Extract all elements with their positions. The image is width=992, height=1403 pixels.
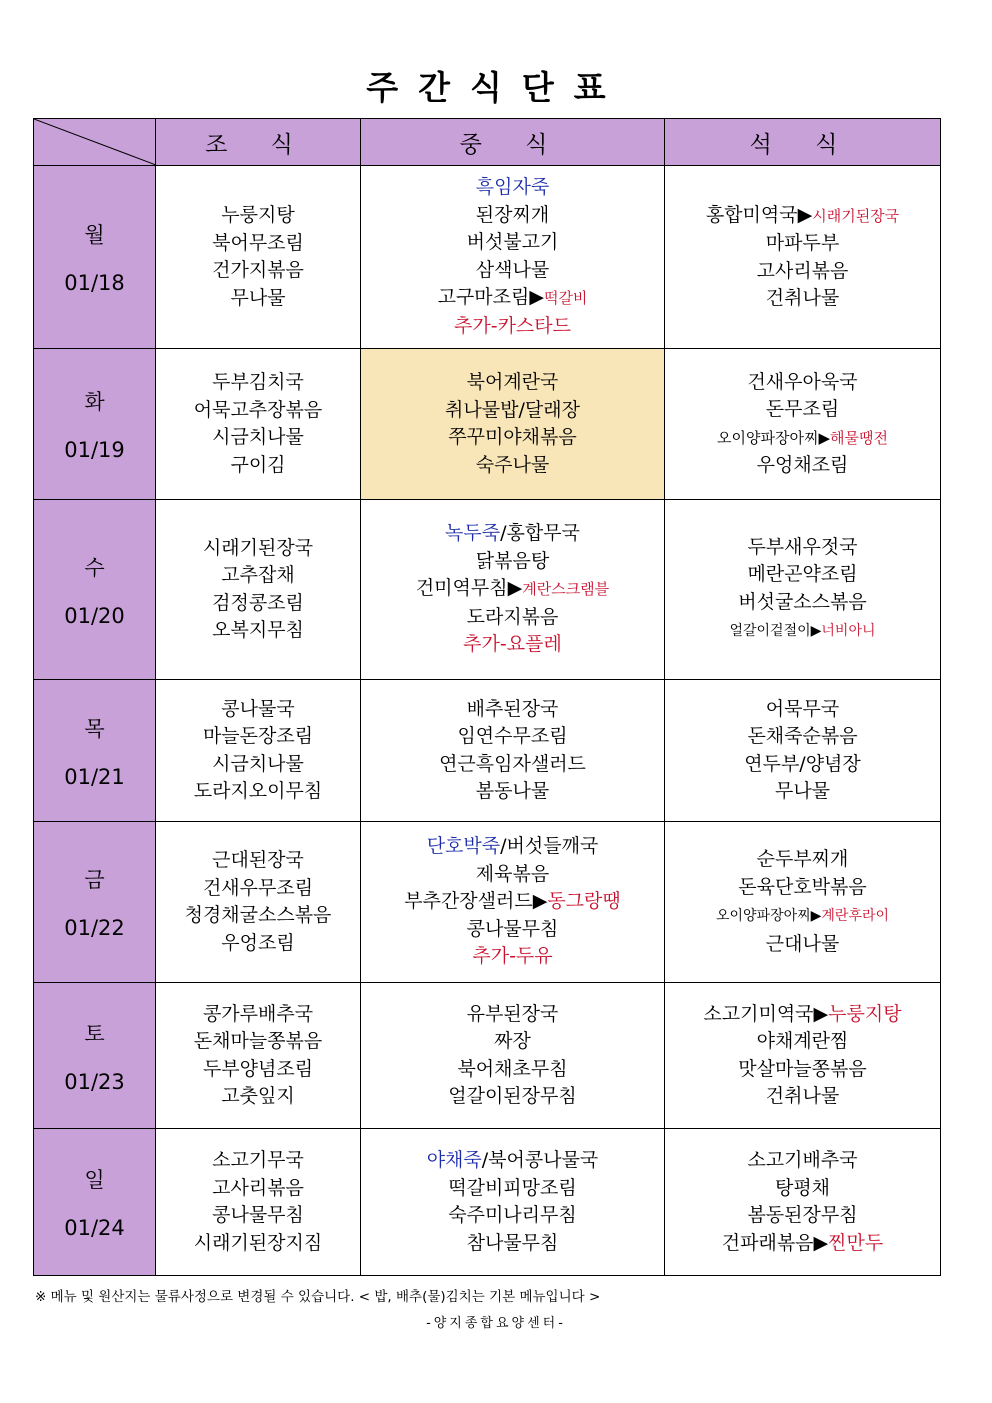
- menu-item-text: 오이양파장아찌▶: [715, 908, 822, 924]
- menu-item-text: 숙주미나리무침: [448, 1204, 577, 1226]
- menu-item: [156, 452, 360, 480]
- menu-item-text: 숙주나물: [475, 453, 550, 476]
- menu-item-text: 추가-두유: [472, 945, 553, 968]
- menu-item: [361, 1056, 664, 1084]
- menu-item-text: 봄동된장무침: [747, 1204, 858, 1226]
- menu-item-text: 도라지오이무침: [193, 780, 323, 802]
- menu-item-text: 쭈꾸미야채볶음: [448, 426, 577, 448]
- menu-item: [665, 616, 940, 646]
- menu-item-text: 콩나물무침: [212, 1204, 304, 1226]
- menu-item: [361, 943, 664, 971]
- lunch-cell: [361, 500, 665, 680]
- header-lunch: 중 식: [361, 119, 665, 166]
- menu-item-text: 청경채굴소스볶음: [184, 904, 332, 926]
- menu-item: [361, 369, 664, 397]
- breakfast-cell: [156, 822, 361, 983]
- menu-item: [156, 257, 360, 285]
- menu-item-text: 연두부/양념장: [744, 752, 861, 775]
- menu-item-text: 연근흑임자샐러드: [439, 752, 586, 775]
- menu-item: [156, 875, 360, 903]
- menu-item-text: 콩나물무침: [466, 917, 559, 940]
- day-name: 금: [84, 868, 105, 892]
- menu-item-text: 삼색나물: [475, 258, 550, 281]
- menu-item-text: 단호박죽: [426, 835, 501, 858]
- day-cell: [34, 500, 156, 680]
- menu-item-text: 두부양념조림: [202, 1057, 314, 1080]
- menu-item: [361, 696, 664, 724]
- day-row: [34, 349, 941, 500]
- menu-item: [156, 285, 360, 313]
- menu-item-text: 해물땡전: [830, 428, 888, 447]
- menu-item-text: 계란후라이: [821, 908, 890, 924]
- menu-item: [361, 520, 664, 548]
- menu-item: [361, 397, 664, 425]
- menu-item: [665, 1056, 940, 1084]
- day-name: 토: [84, 1021, 105, 1046]
- menu-item: [156, 617, 360, 645]
- menu-item: [665, 424, 940, 453]
- menu-item-text: 시래기된장지짐: [193, 1231, 323, 1254]
- menu-item-text: 추가-요플레: [463, 633, 562, 656]
- menu-item-text: 유부된장국: [466, 1002, 559, 1025]
- menu-item: [361, 723, 664, 751]
- menu-item: [665, 1001, 940, 1029]
- menu-item: [361, 1230, 664, 1258]
- menu-item-text: 누룽지탕: [221, 204, 295, 226]
- day-date: 01/19: [64, 438, 125, 462]
- menu-item: [156, 397, 360, 425]
- menu-item: [361, 229, 664, 257]
- menu-item-text: 마늘돈장조림: [202, 725, 314, 747]
- menu-item-text: 배추된장국: [466, 697, 559, 720]
- menu-item-text: 건새우아욱국: [747, 370, 858, 393]
- menu-item-text: 흑임자죽: [475, 176, 550, 198]
- menu-item: [156, 369, 360, 397]
- menu-item: [156, 562, 360, 590]
- menu-item-text: 두부김치국: [212, 371, 304, 393]
- menu-item: [665, 1083, 940, 1111]
- menu-item-text: 임연수무조림: [457, 725, 568, 747]
- menu-item-text: 얼갈이된장무침: [448, 1085, 577, 1107]
- corner-cell: [34, 119, 156, 166]
- menu-item-text: 고추잡채: [221, 564, 295, 586]
- day-cell: [34, 680, 156, 822]
- menu-item: [156, 847, 360, 875]
- menu-item: [156, 1175, 360, 1203]
- menu-item-text: 된장찌개: [475, 203, 550, 226]
- menu-item: [665, 723, 940, 751]
- menu-item: [361, 202, 664, 230]
- breakfast-cell: [156, 166, 361, 349]
- menu-item: [665, 1230, 940, 1258]
- menu-item: [665, 534, 940, 562]
- day-cell: [34, 349, 156, 500]
- lunch-cell: [361, 1129, 665, 1276]
- menu-item-text: 근대나물: [765, 932, 840, 955]
- day-cell: [34, 983, 156, 1129]
- menu-item: [361, 1147, 664, 1175]
- menu-item-text: 건파래볶음▶: [721, 1231, 829, 1254]
- menu-item-text: 건취나물: [765, 287, 840, 309]
- menu-item: [361, 1028, 664, 1056]
- menu-item-text: 건취나물: [765, 1085, 840, 1107]
- lunch-cell: [361, 349, 665, 500]
- menu-item-text: 참나물무침: [466, 1231, 559, 1254]
- menu-item-text: 떡갈비: [543, 289, 588, 307]
- menu-item-text: 닭볶음탕: [475, 549, 550, 572]
- menu-item: [361, 1001, 664, 1029]
- menu-item: [156, 535, 360, 563]
- dinner-cell: [665, 1129, 941, 1276]
- menu-item: [361, 452, 664, 480]
- menu-item: [361, 174, 664, 202]
- page-title: 주간식단표: [366, 68, 626, 107]
- menu-item: [361, 548, 664, 576]
- menu-item: [665, 751, 940, 779]
- menu-item: [665, 846, 940, 874]
- day-date: 01/24: [64, 1216, 125, 1240]
- day-row: [34, 166, 941, 349]
- menu-item: [156, 424, 360, 452]
- menu-item-text: 무나물: [774, 780, 831, 802]
- menu-item: [156, 1202, 360, 1230]
- menu-item-text: 우엉조림: [221, 931, 295, 954]
- menu-item-text: 오이양파장아찌▶: [717, 428, 830, 447]
- menu-item: [665, 1202, 940, 1230]
- menu-item-text: 맛살마늘쫑볶음: [738, 1057, 867, 1080]
- day-row: [34, 822, 941, 983]
- lunch-cell: [361, 680, 665, 822]
- menu-item-text: 콩가루배추국: [202, 1002, 314, 1025]
- breakfast-cell: [156, 680, 361, 822]
- menu-item-text: 돈채죽순볶음: [747, 725, 858, 747]
- header-breakfast: 조 식: [156, 119, 361, 166]
- day-date: 01/23: [64, 1069, 125, 1094]
- menu-item-text: 근대된장국: [212, 849, 304, 871]
- breakfast-cell: [156, 983, 361, 1129]
- day-row: [34, 983, 941, 1129]
- menu-item: [156, 590, 360, 618]
- menu-item-text: 우엉채조림: [756, 454, 849, 476]
- menu-item-text: 어묵고추장볶음: [193, 398, 323, 421]
- day-date: 01/20: [64, 603, 125, 628]
- menu-item: [361, 1175, 664, 1203]
- menu-item: [361, 424, 664, 452]
- menu-item-text: 계란스크램블: [522, 580, 610, 599]
- menu-item-text: 추가-카스타드: [454, 314, 571, 337]
- menu-item-text: 콩나물국: [221, 697, 295, 720]
- day-date: 01/22: [64, 916, 125, 940]
- menu-item-text: 찐만두: [828, 1231, 884, 1254]
- breakfast-cell: [156, 500, 361, 680]
- menu-item-text: 시금치나물: [212, 426, 304, 448]
- menu-item-text: 취나물밥/달래장: [445, 398, 580, 421]
- menu-item-text: 오복지무침: [212, 619, 304, 641]
- day-name: 수: [84, 555, 105, 580]
- menu-item: [665, 230, 940, 258]
- day-cell: [34, 166, 156, 349]
- menu-item: [156, 1147, 360, 1175]
- header-row: [34, 119, 941, 166]
- menu-item: [665, 931, 940, 959]
- menu-item: [156, 723, 360, 751]
- dinner-cell: [665, 680, 941, 822]
- lunch-cell: [361, 822, 665, 983]
- menu-item-text: /버섯들깨국: [500, 835, 599, 858]
- menu-item-text: 누룽지탕: [828, 1002, 902, 1025]
- menu-item: [665, 696, 940, 724]
- menu-item-text: 두부새우젓국: [747, 535, 858, 558]
- menu-item-text: 도라지볶음: [466, 605, 559, 628]
- menu-item: [665, 561, 940, 589]
- menu-item-text: 소고기미역국▶: [703, 1002, 829, 1025]
- dinner-cell: [665, 983, 941, 1129]
- menu-item: [665, 396, 940, 424]
- menu-item-text: 떡갈비피망조림: [448, 1176, 577, 1199]
- menu-item: [665, 1175, 940, 1203]
- menu-item: [156, 751, 360, 779]
- menu-item-text: 돈채마늘쫑볶음: [193, 1030, 323, 1052]
- menu-item-text: 동그랑땡: [547, 890, 621, 913]
- menu-item-text: 순두부찌개: [756, 848, 849, 870]
- menu-item-text: 무나물: [230, 286, 286, 309]
- diagonal-line: [34, 119, 156, 165]
- menu-item-text: 북어계란국: [466, 371, 559, 393]
- breakfast-cell: [156, 1129, 361, 1276]
- menu-item: [156, 1001, 360, 1029]
- menu-item: [361, 1083, 664, 1111]
- menu-item-text: 봄동나물: [475, 780, 550, 802]
- menu-item-text: 버섯굴소스볶음: [738, 590, 867, 613]
- menu-item-text: 고사리볶음: [212, 1176, 304, 1199]
- menu-item-text: 고사리볶음: [756, 259, 849, 282]
- menu-item-text: 시래기된장국: [812, 206, 900, 225]
- menu-item-text: 소고기무국: [212, 1149, 304, 1171]
- menu-item: [156, 202, 360, 230]
- day-row: [34, 500, 941, 680]
- menu-item: [156, 930, 360, 958]
- menu-item-text: 검정콩조림: [212, 591, 304, 614]
- menu-item: [361, 604, 664, 632]
- menu-item: [361, 631, 664, 659]
- menu-item-text: 녹두죽: [445, 522, 501, 545]
- menu-item-text: 건가지볶음: [212, 259, 304, 281]
- menu-item: [361, 257, 664, 285]
- day-cell: [34, 822, 156, 983]
- dinner-cell: [665, 500, 941, 680]
- menu-item-text: 건새우무조림: [202, 876, 314, 899]
- day-cell: [34, 1129, 156, 1276]
- notice-text: ※ 메뉴 및 원산지는 물류사정으로 변경될 수 있습니다. < 밥, 배추(물)김치는 기본 메뉴입니다 >: [35, 1289, 601, 1305]
- breakfast-cell: [156, 349, 361, 500]
- menu-item-text: 야채계란찜: [756, 1030, 849, 1052]
- menu-item: [361, 888, 664, 916]
- menu-item: [665, 589, 940, 617]
- dinner-cell: [665, 822, 941, 983]
- weekly-menu-table: [33, 118, 941, 1276]
- menu-item: [665, 258, 940, 286]
- menu-item-text: 건미역무침▶: [415, 577, 523, 600]
- day-date: 01/18: [64, 271, 125, 295]
- menu-item: [156, 1083, 360, 1111]
- menu-item-text: 짜장: [494, 1030, 531, 1052]
- menu-item-text: /홍합무국: [500, 522, 580, 545]
- menu-item-text: 얼갈이겉절이▶: [729, 623, 822, 639]
- menu-item-text: 북어무조림: [212, 231, 304, 254]
- day-date: 01/21: [64, 764, 125, 789]
- menu-item-text: 시래기된장국: [202, 536, 314, 559]
- menu-item-text: 고춧잎지: [221, 1085, 295, 1107]
- menu-item: [665, 369, 940, 397]
- menu-item: [361, 861, 664, 889]
- menu-item: [361, 1202, 664, 1230]
- menu-item-text: 너비아니: [821, 623, 876, 639]
- menu-item: [361, 751, 664, 779]
- menu-item: [361, 778, 664, 806]
- menu-item: [156, 1028, 360, 1056]
- menu-item-text: 북어채초무침: [457, 1057, 568, 1080]
- day-name: 목: [84, 716, 105, 741]
- dinner-cell: [665, 349, 941, 500]
- menu-item: [665, 874, 940, 902]
- menu-item: [665, 285, 940, 313]
- day-name: 화: [84, 390, 105, 414]
- menu-item: [361, 833, 664, 861]
- menu-item: [156, 1230, 360, 1258]
- menu-item-text: 소고기배추국: [747, 1149, 858, 1171]
- day-row: [34, 1129, 941, 1276]
- menu-item-text: 부추간장샐러드▶: [404, 890, 548, 913]
- menu-item: [156, 1056, 360, 1084]
- menu-item-text: 돈육단호박볶음: [738, 875, 867, 898]
- menu-item-text: 돈무조림: [765, 398, 840, 420]
- menu-item-text: 구이김: [230, 453, 286, 476]
- menu-item-text: 어묵무국: [765, 697, 840, 720]
- menu-item-text: 고구마조림▶: [437, 286, 544, 308]
- menu-item-text: 버섯불고기: [466, 231, 559, 253]
- menu-item-text: /북어콩나물국: [481, 1149, 599, 1171]
- day-name: 일: [84, 1168, 105, 1192]
- menu-item: [156, 778, 360, 806]
- lunch-cell: [361, 166, 665, 349]
- lunch-cell: [361, 983, 665, 1129]
- menu-item: [361, 284, 664, 313]
- menu-item: [156, 902, 360, 930]
- dinner-cell: [665, 166, 941, 349]
- menu-item: [156, 696, 360, 724]
- menu-item: [665, 1028, 940, 1056]
- menu-item-text: 마파두부: [765, 232, 840, 254]
- menu-item: [156, 230, 360, 258]
- menu-item: [665, 202, 940, 231]
- menu-item-text: 탕평채: [774, 1176, 831, 1199]
- menu-item-text: 제육볶음: [475, 862, 550, 885]
- day-name: 월: [84, 223, 105, 247]
- footer-center-name: -양지종합요양센터-: [426, 1316, 566, 1331]
- menu-item-text: 야채죽: [426, 1149, 482, 1171]
- menu-item: [665, 1147, 940, 1175]
- menu-item: [665, 901, 940, 931]
- header-dinner: 석 식: [665, 119, 941, 166]
- menu-item: [361, 916, 664, 944]
- menu-item: [665, 452, 940, 480]
- menu-item-text: 메란곤약조림: [747, 563, 858, 585]
- menu-item-text: 홍합미역국▶: [705, 203, 813, 226]
- menu-item-text: 시금치나물: [212, 752, 304, 775]
- menu-item: [665, 778, 940, 806]
- menu-item: [361, 575, 664, 604]
- day-row: [34, 680, 941, 822]
- menu-item: [361, 313, 664, 341]
